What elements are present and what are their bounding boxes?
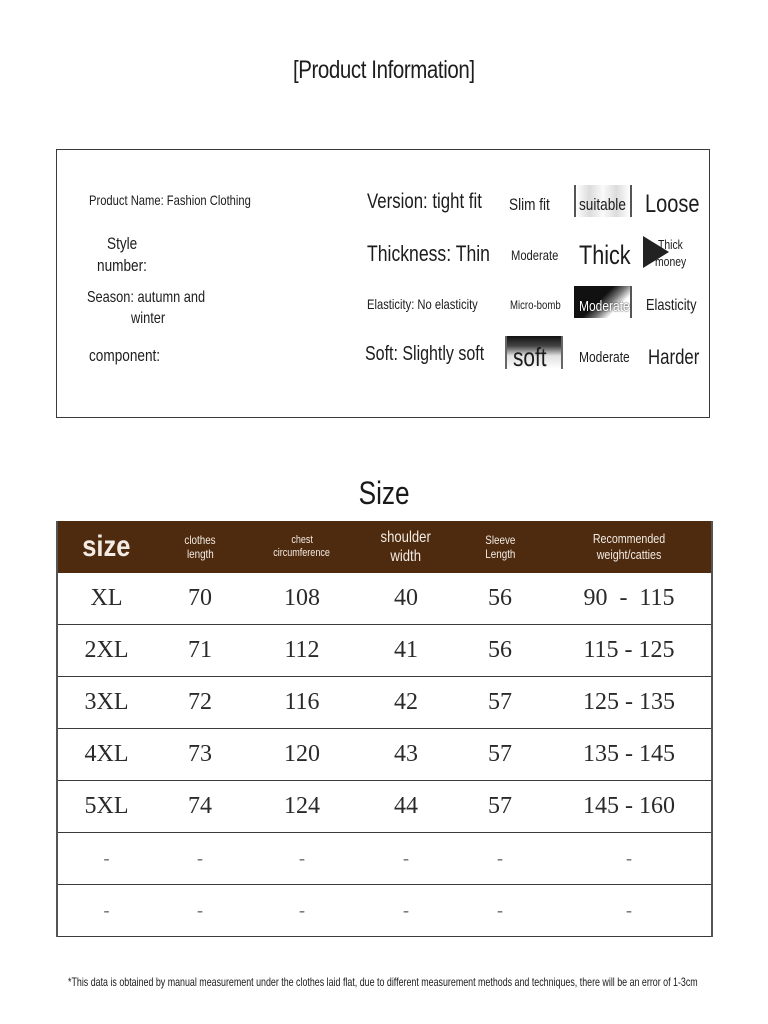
cell-chest-circumference: - (245, 833, 359, 885)
style-number-label-line1: Style (107, 234, 138, 253)
cell-shoulder-width: 42 (359, 677, 453, 729)
softness-option-moderate: Moderate (579, 349, 630, 366)
cell-size: - (57, 885, 155, 937)
season-label-line2: winter (131, 310, 166, 327)
cell-size: 3XL (57, 677, 155, 729)
cell-chest-circumference: 108 (245, 573, 359, 625)
component-label: component: (89, 346, 161, 365)
cell-recommended-weight: 135 - 145 (547, 729, 712, 781)
elasticity-option-elasticity: Elasticity (646, 297, 697, 314)
product-info-box (56, 149, 710, 418)
cell-recommended-weight: 125 - 135 (547, 677, 712, 729)
cell-recommended-weight: 115 - 125 (547, 625, 712, 677)
softness-option-harder: Harder (648, 346, 700, 369)
cell-recommended-weight: - (547, 833, 712, 885)
version-option-slim-fit: Slim fit (509, 195, 550, 214)
cell-recommended-weight: 145 - 160 (547, 781, 712, 833)
elasticity-label: Elasticity: No elasticity (367, 296, 478, 312)
cell-sleeve-length: 57 (453, 781, 547, 833)
cell-recommended-weight: 90 - 115 (547, 573, 712, 625)
version-option-suitable: suitable (579, 195, 626, 214)
product-name-label: Product Name: Fashion Clothing (89, 192, 251, 208)
cell-sleeve-length: 56 (453, 573, 547, 625)
cell-chest-circumference: 112 (245, 625, 359, 677)
elasticity-option-moderate: Moderate (579, 298, 630, 315)
cell-shoulder-width: - (359, 885, 453, 937)
cell-size: - (57, 833, 155, 885)
table-row (57, 729, 712, 781)
cell-size: 5XL (57, 781, 155, 833)
thickness-option-thick: Thick (579, 240, 631, 270)
cell-chest-circumference: - (245, 885, 359, 937)
cell-shoulder-width: - (359, 833, 453, 885)
header-shoulder-width: shoulder width (359, 521, 453, 573)
cell-sleeve-length: - (453, 885, 547, 937)
elasticity-option-micro-bomb: Micro-bomb (510, 298, 561, 312)
cell-shoulder-width: 44 (359, 781, 453, 833)
cell-chest-circumference: 120 (245, 729, 359, 781)
cell-clothes-length: - (155, 885, 245, 937)
size-table (56, 521, 713, 937)
header-clothes-length: clothes length (155, 521, 245, 573)
cell-size: XL (57, 573, 155, 625)
season-label-line1: Season: autumn and (87, 289, 206, 306)
product-information-title: [Product Information] (293, 56, 475, 84)
version-option-loose: Loose (645, 190, 700, 218)
header-sleeve-length: Sleeve Length (453, 521, 547, 573)
header-recommended-weight: Recommended weight/catties (547, 521, 712, 573)
table-row (57, 677, 712, 729)
measurement-footnote: *This data is obtained by manual measurement under the clothes laid flat, due to different measurement methods and techniques, there will be an error of 1-3cm (68, 975, 698, 989)
style-number-label-line2: number: (97, 256, 147, 275)
cell-clothes-length: 70 (155, 573, 245, 625)
thickness-option-thick-money-line2: money (655, 254, 687, 269)
cell-clothes-length: 73 (155, 729, 245, 781)
softness-option-soft: soft (513, 342, 547, 372)
table-row (57, 573, 712, 625)
table-row (57, 781, 712, 833)
size-table-header (57, 521, 712, 573)
cell-sleeve-length: - (453, 833, 547, 885)
cell-sleeve-length: 57 (453, 729, 547, 781)
version-label: Version: tight fit (367, 190, 482, 213)
size-chart-title: Size (358, 475, 410, 511)
cell-chest-circumference: 124 (245, 781, 359, 833)
cell-clothes-length: - (155, 833, 245, 885)
softness-label: Soft: Slightly soft (365, 343, 485, 365)
cell-sleeve-length: 57 (453, 677, 547, 729)
cell-clothes-length: 74 (155, 781, 245, 833)
table-row (57, 625, 712, 677)
table-row (57, 833, 712, 885)
header-chest-circumference: chest circumference (245, 521, 359, 573)
cell-shoulder-width: 41 (359, 625, 453, 677)
cell-size: 4XL (57, 729, 155, 781)
cell-size: 2XL (57, 625, 155, 677)
table-row (57, 885, 712, 937)
cell-chest-circumference: 116 (245, 677, 359, 729)
cell-shoulder-width: 43 (359, 729, 453, 781)
thickness-option-thick-money-line1: Thick (658, 237, 683, 252)
thickness-label: Thickness: Thin (367, 241, 490, 266)
cell-clothes-length: 72 (155, 677, 245, 729)
cell-clothes-length: 71 (155, 625, 245, 677)
header-size: size (57, 521, 155, 573)
thickness-option-moderate: Moderate (511, 247, 559, 263)
cell-sleeve-length: 56 (453, 625, 547, 677)
cell-shoulder-width: 40 (359, 573, 453, 625)
cell-recommended-weight: - (547, 885, 712, 937)
